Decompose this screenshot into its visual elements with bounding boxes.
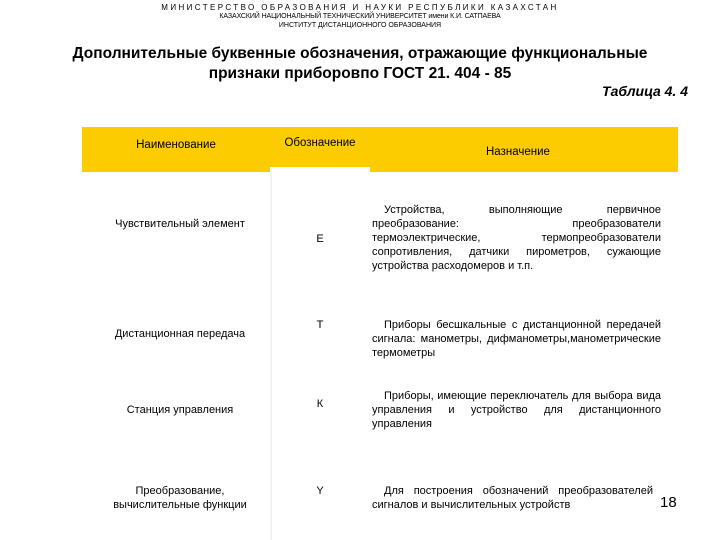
page-number: 18 [660, 494, 677, 511]
row-1-name: Чувствительный элемент [115, 218, 245, 230]
column-header-code: Обозначение [284, 137, 356, 149]
institute-heading: ИНСТИТУТ ДИСТАНЦИОННОГО ОБРАЗОВАНИЯ [278, 22, 442, 29]
row-1-code: Е [316, 233, 324, 245]
row-4-purpose: Для построения обозначений преобразователей сигналов и вычислительных устройств [372, 485, 653, 511]
title-line-1: Дополнительные буквенные обозначения, отражающие функциональные [72, 45, 648, 62]
table-label: Таблица 4. 4 [602, 83, 688, 99]
row-4-name: Преобразование, вычислительные функции [113, 485, 247, 511]
row-2-name: Дистанционная передача [114, 328, 246, 340]
row-4-code: Y [316, 485, 324, 497]
title-line-2: признаки приборовпо ГОСТ 21. 404 - 85 [208, 65, 512, 82]
row-2-purpose: Приборы бесшкальные с дистанционной передачей сигнала: манометры, дифманометры,манометрические термометры [372, 319, 661, 359]
page-title [0, 44, 720, 84]
ministry-heading: МИНИСТЕРСТВО ОБРАЗОВАНИЯ И НАУКИ РЕСПУБЛИКИ КАЗАХСТАН [161, 3, 559, 12]
column-header-name: Наименование [136, 139, 216, 151]
row-3-code: К [316, 398, 324, 410]
row-3-purpose: Приборы, имеющие переключатель для выбора вида управления и устройство для дистанционного управления [372, 390, 661, 430]
row-3-name: Станция управления [126, 404, 234, 416]
row-1-purpose: Устройства, выполняющие первичное преобразование: преобразователи термоэлектрические, термопреобразователи сопротивления, датчики пирометров, сужающие устройства расходомеров и т.п. [372, 204, 661, 272]
university-heading: КАЗАХСКИЙ НАЦИОНАЛЬНЫЙ ТЕХНИЧЕСКИЙ УНИВЕРСИТЕТ имени К.И. САТПАЕВА [219, 13, 501, 20]
row-2-code: Т [316, 319, 324, 331]
column-header-purpose: Назначение [486, 146, 550, 158]
